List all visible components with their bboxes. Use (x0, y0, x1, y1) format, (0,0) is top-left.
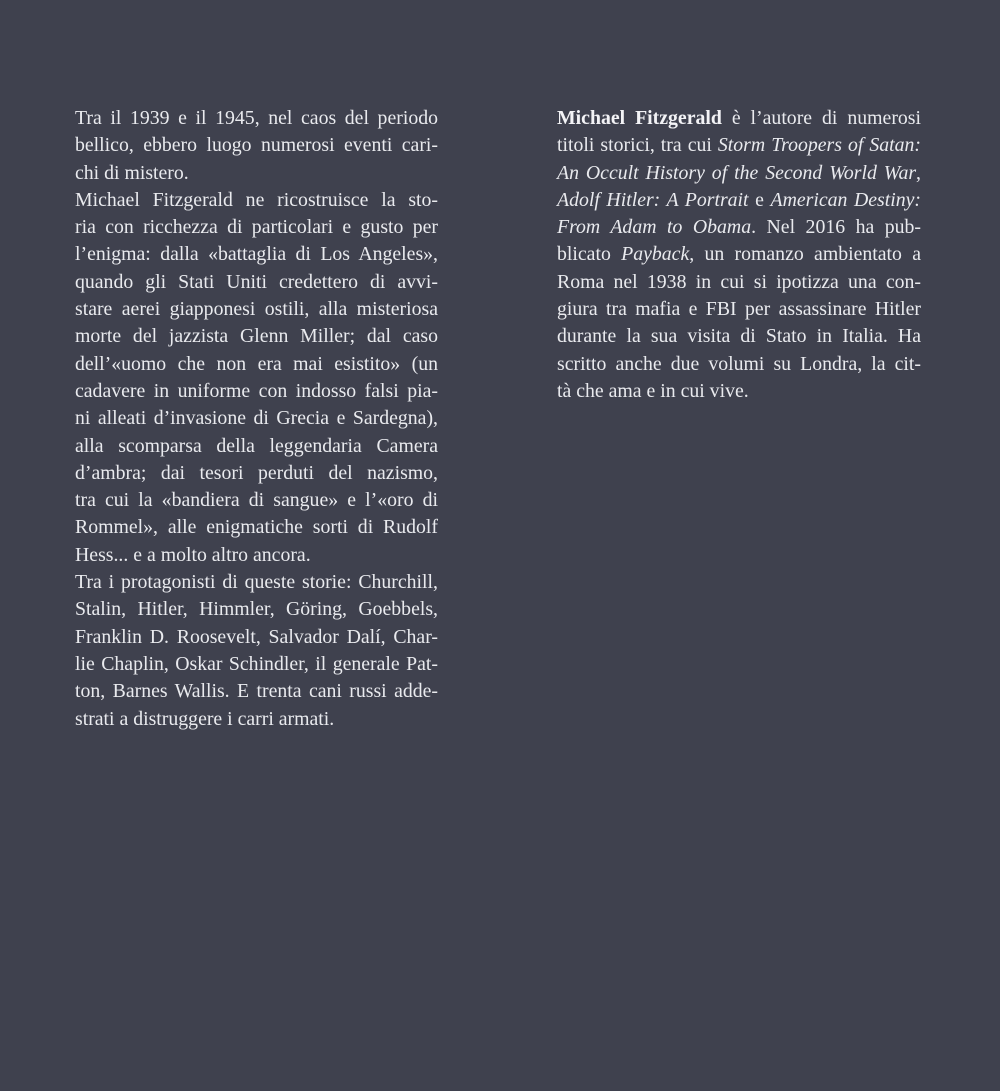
text-segment-bold: Michael Fitzgerald (557, 107, 722, 129)
text-segment: chi di mistero. (75, 161, 189, 184)
text-line (75, 569, 438, 596)
text-line (557, 269, 921, 296)
text-segment: strati a distruggere i carri armati. (75, 707, 335, 730)
text-segment-italic: Storm Troopers of Satan: (717, 134, 921, 157)
text-segment: Tra i protagonisti di queste storie: Churchill, (75, 571, 438, 594)
text-line (75, 296, 438, 323)
text-line (75, 105, 438, 132)
text-segment: Roma nel 1938 in cui si ipotizza una con- (557, 270, 921, 293)
text-line (75, 678, 438, 705)
text-line (557, 351, 921, 378)
text-line (557, 132, 921, 159)
text-segment: ria con ricchezza di particolari e gusto per (75, 216, 438, 239)
text-segment-italic: American Destiny: (770, 188, 921, 211)
text-line (557, 160, 921, 187)
text-segment: è l’autore di numerosi (721, 107, 921, 129)
text-line (75, 596, 438, 623)
text-segment-italic: From Adam to Obama (557, 216, 752, 239)
text-line (557, 241, 921, 268)
text-line (75, 214, 438, 241)
text-segment: scritto anche due volumi su Londra, la cit- (557, 352, 921, 375)
text-segment: blicato (557, 243, 622, 266)
text-line (557, 323, 921, 350)
text-line (75, 460, 438, 487)
text-segment: ni alleati d’invasione di Grecia e Sardegna), (75, 407, 438, 430)
text-segment: , (916, 161, 921, 184)
text-segment-italic: An Occult History of the Second World War (557, 161, 917, 184)
text-segment: morte del jazzista Glenn Miller; dal caso (75, 325, 438, 348)
text-line (75, 405, 438, 432)
text-line (75, 624, 438, 651)
text-segment: . Nel 2016 ha pub- (751, 216, 922, 239)
text-segment: stare aerei giapponesi ostili, alla misteriosa (75, 298, 438, 321)
text-line (75, 542, 438, 569)
text-segment: titoli storici, tra cui (557, 134, 718, 157)
text-segment: Tra il 1939 e il 1945, nel caos del periodo (75, 107, 438, 129)
text-line (75, 487, 438, 514)
text-segment-italic: Adolf Hitler: A Portrait (557, 188, 749, 211)
text-line (75, 132, 438, 159)
text-segment: Michael Fitzgerald ne ricostruisce la sto- (75, 188, 438, 211)
text-segment: tà che ama e in cui vive. (557, 379, 749, 402)
right-text-column (557, 105, 921, 405)
text-segment: alla scomparsa della leggendaria Camera (75, 434, 438, 457)
text-line (75, 378, 438, 405)
text-line (75, 269, 438, 296)
text-segment: tra cui la «bandiera di sangue» e l’«oro di (75, 489, 438, 512)
text-segment: Franklin D. Roosevelt, Salvador Dalí, Char- (75, 625, 438, 648)
text-line (557, 187, 921, 214)
text-line (75, 706, 438, 733)
text-line (75, 160, 438, 187)
text-segment: giura tra mafia e FBI per assassinare Hitler (557, 298, 921, 321)
text-line (75, 323, 438, 350)
left-text-column (75, 105, 438, 733)
text-line (75, 651, 438, 678)
text-segment: l’enigma: dalla «battaglia di Los Angeles», (75, 243, 438, 266)
text-line (75, 514, 438, 541)
text-line (75, 187, 438, 214)
text-segment-italic: Payback (621, 243, 690, 266)
text-segment: lie Chaplin, Oskar Schindler, il generale Pat- (75, 652, 438, 675)
text-line (557, 378, 921, 405)
text-line (75, 241, 438, 268)
text-segment: bellico, ebbero luogo numerosi eventi cari- (75, 134, 438, 157)
text-segment: quando gli Stati Uniti credettero di avvi- (75, 270, 438, 293)
text-segment: , un romanzo ambientato a (689, 243, 921, 266)
text-segment: ton, Barnes Wallis. E trenta cani russi adde- (75, 680, 438, 703)
text-line (75, 351, 438, 378)
text-segment: d’ambra; dai tesori perduti del nazismo, (75, 461, 438, 484)
text-segment: cadavere in uniforme con indosso falsi pia- (75, 379, 438, 402)
text-line (557, 214, 921, 241)
text-line (557, 296, 921, 323)
text-line (557, 105, 921, 132)
text-segment: dell’«uomo che non era mai esistito» (un (75, 352, 438, 375)
text-segment: e (748, 188, 771, 211)
text-segment: Rommel», alle enigmatiche sorti di Rudolf (75, 516, 438, 539)
text-segment: durante la sua visita di Stato in Italia. Ha (557, 325, 921, 348)
text-line (75, 433, 438, 460)
text-segment: Hess... e a molto altro ancora. (75, 543, 311, 566)
text-segment: Stalin, Hitler, Himmler, Göring, Goebbels, (75, 598, 438, 621)
